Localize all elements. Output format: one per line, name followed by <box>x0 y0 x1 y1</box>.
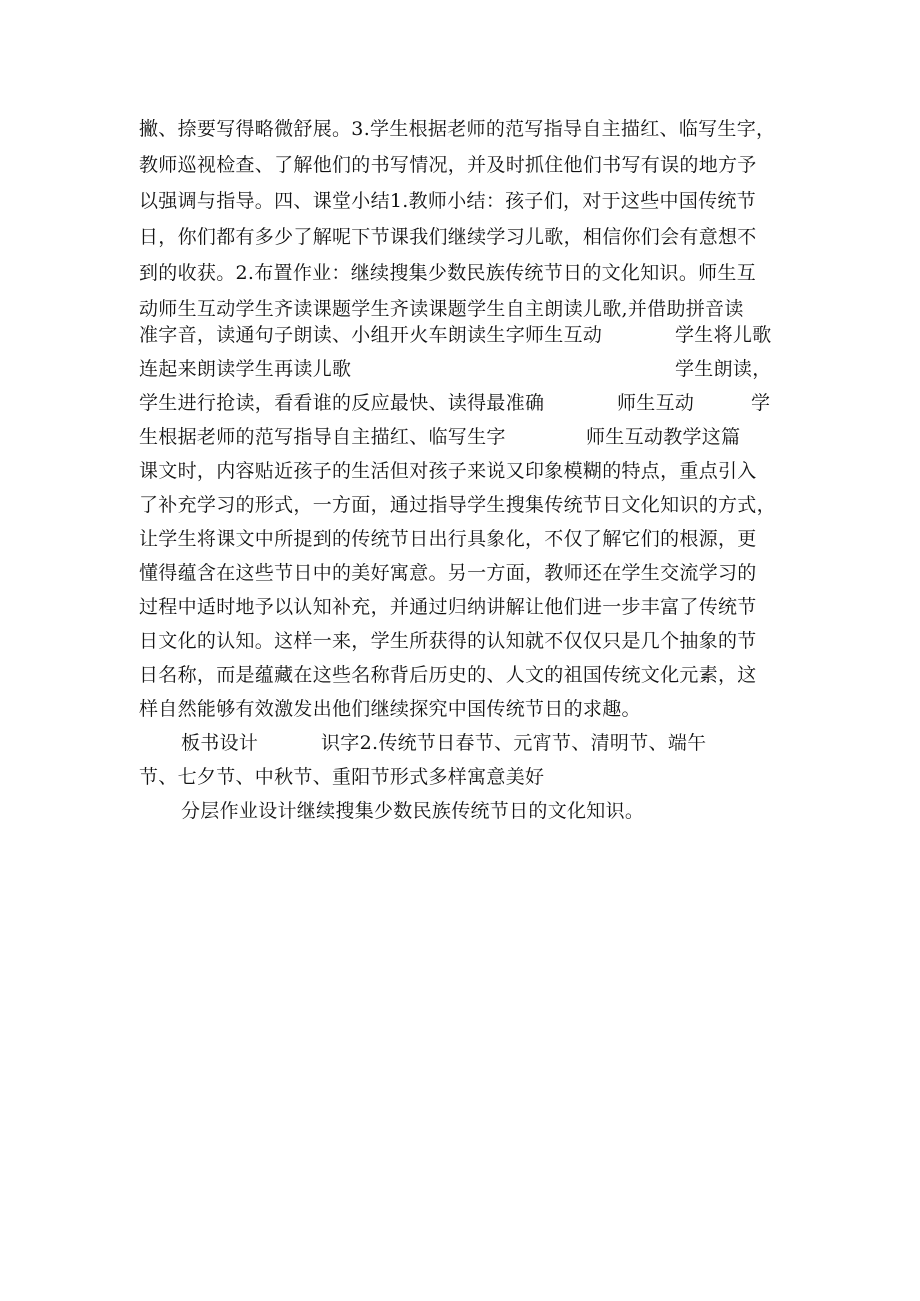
text-line-split <box>139 391 799 415</box>
text-segment: 连起来朗读学生再读儿歌 <box>139 358 352 380</box>
text-line: 课文时，内容贴近孩子的生活但对孩子来说又印象模糊的特点，重点引入 <box>139 460 757 482</box>
board-design-content: 识字2.传统节日春节、元宵节、清明节、端午 <box>321 732 707 754</box>
text-line: 教师巡视检查、了解他们的书写情况，并及时抓住他们书写有误的地方予 <box>139 154 757 176</box>
text-line: 了补充学习的形式，一方面，通过指导学生搜集传统节日文化知识的方式， <box>139 494 776 516</box>
text-segment: 学生进行抢读，看看谁的反应最快、读得最准确 <box>139 392 545 414</box>
text-line: 让学生将课文中所提到的传统节日出行具象化，不仅了解它们的根源，更 <box>139 528 757 550</box>
homework-design: 分层作业设计继续搜集少数民族传统节日的文化知识。 <box>181 800 645 822</box>
text-segment: 生根据老师的范写指导自主描红、临写生字 <box>139 426 506 448</box>
text-line-split <box>139 357 799 381</box>
text-line: 日名称，而是蕴藏在这些名称背后历史的、人文的祖国传统文化元素，这 <box>139 664 757 686</box>
text-line: 到的收获。2.布置作业：继续搜集少数民族传统节日的文化知识。师生互 <box>139 262 757 284</box>
board-design <box>181 731 741 755</box>
text-segment: 学 <box>751 392 771 414</box>
text-line: 过程中适时地予以认知补充，并通过归纳讲解让他们进一步丰富了传统节 <box>139 596 757 618</box>
text-line: 撇、捺要写得略微舒展。3.学生根据老师的范写指导自主描红、临写生字， <box>139 118 776 140</box>
text-segment: 学生朗读， <box>675 358 772 380</box>
text-line: 以强调与指导。四、课堂小结1.教师小结：孩子们，对于这些中国传统节 <box>139 190 757 212</box>
text-segment: 师生互动教学这篇 <box>586 426 741 448</box>
text-line: 动师生互动学生齐读课题学生齐读课题学生自主朗读儿歌,并借助拼音读 <box>139 298 744 320</box>
board-design-label: 板书设计 <box>181 732 259 754</box>
text-line: 样自然能够有效激发出他们继续探究中国传统节日的求趣。 <box>139 698 641 720</box>
text-line: 日，你们都有多少了解呢下节课我们继续学习儿歌，相信你们会有意想不 <box>139 226 757 248</box>
text-line-split <box>139 323 799 347</box>
text-segment: 学生将儿歌 <box>675 324 772 346</box>
text-segment: 准字音，读通句子朗读、小组开火车朗读生字师生互动 <box>139 324 603 346</box>
text-line: 日文化的认知。这样一来，学生所获得的认知就不仅仅只是几个抽象的节 <box>139 630 757 652</box>
text-segment: 师生互动 <box>617 392 695 414</box>
board-design-content-cont: 节、七夕节、中秋节、重阳节形式多样寓意美好 <box>139 766 545 788</box>
text-line: 懂得蕴含在这些节日中的美好寓意。另一方面，教师还在学生交流学习的 <box>139 562 757 584</box>
text-line-split <box>139 425 799 449</box>
